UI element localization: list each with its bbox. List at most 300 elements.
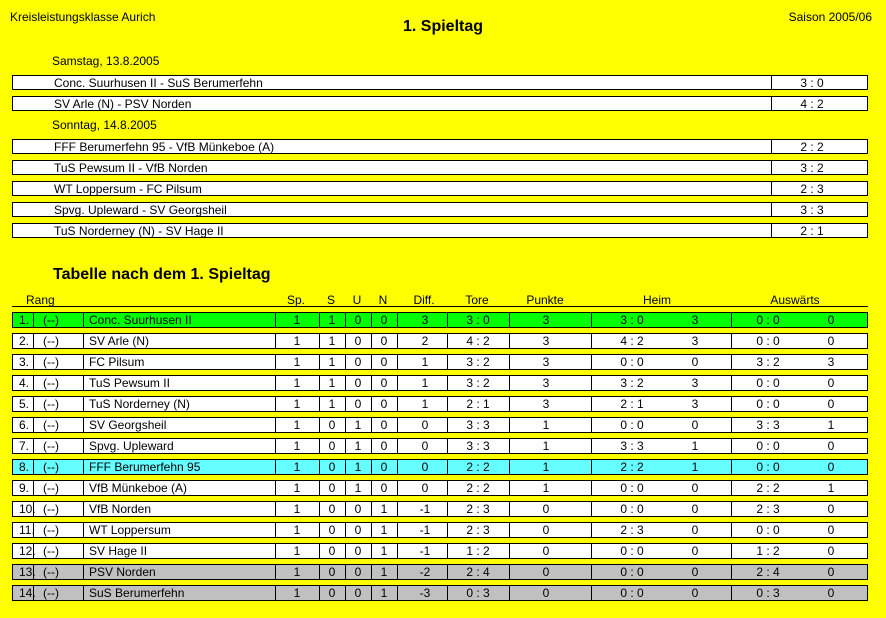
- col-n: N: [378, 293, 388, 307]
- heim-tore-cell: 0 : 0: [620, 355, 644, 369]
- cell-divider: [509, 313, 510, 327]
- heim-tore-cell: 4 : 2: [620, 334, 644, 348]
- cell-divider: [275, 439, 276, 453]
- col-diff: Diff.: [413, 293, 435, 307]
- cell-divider: [591, 481, 592, 495]
- ausw-pkt-cell: 1: [827, 418, 835, 432]
- cell-divider: [345, 544, 346, 558]
- heim-pkt-cell: 0: [691, 586, 699, 600]
- heim-pkt-cell: 3: [691, 397, 699, 411]
- heim-tore-cell: 0 : 0: [620, 481, 644, 495]
- cell-divider: [371, 523, 372, 537]
- heim-pkt-cell: 1: [691, 439, 699, 453]
- cell-divider: [83, 523, 84, 537]
- s-cell: 0: [328, 439, 336, 453]
- tore-cell: 3 : 3: [466, 418, 490, 432]
- ausw-pkt-cell: 0: [827, 313, 835, 327]
- punkte-cell: 3: [542, 397, 550, 411]
- cell-divider: [509, 397, 510, 411]
- cell-divider: [447, 334, 448, 348]
- match-row: [12, 75, 868, 90]
- match-pairing: WT Loppersum - FC Pilsum: [54, 182, 202, 196]
- match-result: 3 : 2: [800, 161, 824, 175]
- cell-divider: [345, 397, 346, 411]
- ausw-tore-cell: 3 : 2: [756, 355, 780, 369]
- cell-divider: [591, 355, 592, 369]
- cell-divider: [345, 439, 346, 453]
- ausw-tore-cell: 0 : 0: [756, 523, 780, 537]
- sp-cell: 1: [293, 565, 301, 579]
- match-pairing: FFF Berumerfehn 95 - VfB Münkeboe (A): [54, 140, 275, 154]
- cell-divider: [345, 586, 346, 600]
- rank-cell: 12.: [19, 544, 36, 558]
- team-cell: VfB Norden: [89, 502, 152, 516]
- cell-divider: [397, 439, 398, 453]
- table-row: [12, 417, 868, 433]
- heim-pkt-cell: 0: [691, 481, 699, 495]
- match-row: [12, 96, 868, 111]
- cell-divider: [371, 586, 372, 600]
- cell-divider: [447, 397, 448, 411]
- cell-divider: [319, 481, 320, 495]
- s-cell: 1: [328, 313, 336, 327]
- u-cell: 0: [354, 355, 362, 369]
- cell-divider: [319, 397, 320, 411]
- tore-cell: 3 : 2: [466, 355, 490, 369]
- ausw-pkt-cell: 0: [827, 586, 835, 600]
- n-cell: 0: [380, 481, 388, 495]
- ausw-tore-cell: 0 : 0: [756, 439, 780, 453]
- trend-cell: (--): [43, 586, 59, 600]
- cell-divider: [83, 376, 84, 390]
- table-row: [12, 333, 868, 349]
- cell-divider: [731, 355, 732, 369]
- ausw-pkt-cell: 0: [827, 544, 835, 558]
- n-cell: 1: [380, 544, 388, 558]
- cell-divider: [83, 355, 84, 369]
- table-row: [12, 375, 868, 391]
- match-pairing: Spvg. Upleward - SV Georgsheil: [54, 203, 227, 217]
- sp-cell: 1: [293, 439, 301, 453]
- sp-cell: 1: [293, 397, 301, 411]
- diff-cell: -1: [419, 523, 431, 537]
- ausw-pkt-cell: 0: [827, 565, 835, 579]
- cell-divider: [591, 460, 592, 474]
- cell-divider: [319, 544, 320, 558]
- cell-divider: [371, 544, 372, 558]
- cell-divider: [591, 376, 592, 390]
- cell-divider: [731, 502, 732, 516]
- s-cell: 1: [328, 376, 336, 390]
- cell-divider: [509, 460, 510, 474]
- col-u: U: [352, 293, 362, 307]
- punkte-cell: 0: [542, 523, 550, 537]
- team-cell: TuS Pewsum II: [89, 376, 170, 390]
- s-cell: 0: [328, 481, 336, 495]
- heim-pkt-cell: 0: [691, 565, 699, 579]
- cell-divider: [319, 502, 320, 516]
- cell-divider: [509, 439, 510, 453]
- cell-divider: [83, 565, 84, 579]
- team-cell: SV Georgsheil: [89, 418, 167, 432]
- s-cell: 0: [328, 502, 336, 516]
- match-result: 2 : 3: [800, 182, 824, 196]
- tore-cell: 2 : 2: [466, 481, 490, 495]
- heim-tore-cell: 0 : 0: [620, 502, 644, 516]
- cell-divider: [275, 355, 276, 369]
- heim-tore-cell: 0 : 0: [620, 418, 644, 432]
- heim-pkt-cell: 3: [691, 376, 699, 390]
- cell-divider: [397, 586, 398, 600]
- punkte-cell: 1: [542, 460, 550, 474]
- cell-divider: [591, 418, 592, 432]
- ausw-pkt-cell: 0: [827, 502, 835, 516]
- heim-tore-cell: 2 : 2: [620, 460, 644, 474]
- s-cell: 0: [328, 565, 336, 579]
- u-cell: 0: [354, 523, 362, 537]
- cell-divider: [397, 523, 398, 537]
- cell-divider: [397, 355, 398, 369]
- divider: [771, 76, 772, 89]
- trend-cell: (--): [43, 397, 59, 411]
- cell-divider: [371, 313, 372, 327]
- cell-divider: [83, 502, 84, 516]
- sp-cell: 1: [293, 502, 301, 516]
- n-cell: 1: [380, 565, 388, 579]
- cell-divider: [591, 334, 592, 348]
- match-day-date-1: Samstag, 13.8.2005: [52, 54, 160, 68]
- team-cell: TuS Norderney (N): [89, 397, 190, 411]
- match-day-date-2: Sonntag, 14.8.2005: [52, 118, 157, 132]
- team-cell: VfB Münkeboe (A): [89, 481, 188, 495]
- cell-divider: [345, 481, 346, 495]
- n-cell: 0: [380, 334, 388, 348]
- ausw-pkt-cell: 0: [827, 397, 835, 411]
- match-row: [12, 139, 868, 154]
- divider: [771, 161, 772, 174]
- table-row: [12, 312, 868, 328]
- rank-cell: 5.: [19, 397, 30, 411]
- cell-divider: [319, 586, 320, 600]
- cell-divider: [397, 460, 398, 474]
- rank-cell: 10.: [19, 502, 36, 516]
- cell-divider: [447, 376, 448, 390]
- u-cell: 0: [354, 313, 362, 327]
- ausw-pkt-cell: 0: [827, 334, 835, 348]
- n-cell: 0: [380, 418, 388, 432]
- cell-divider: [731, 481, 732, 495]
- match-row: [12, 181, 868, 196]
- cell-divider: [83, 481, 84, 495]
- cell-divider: [731, 334, 732, 348]
- cell-divider: [509, 355, 510, 369]
- cell-divider: [275, 544, 276, 558]
- match-result: 4 : 2: [800, 97, 824, 111]
- heim-tore-cell: 3 : 0: [620, 313, 644, 327]
- cell-divider: [731, 439, 732, 453]
- sp-cell: 1: [293, 523, 301, 537]
- col-punkte: Punkte: [526, 293, 564, 307]
- match-row: [12, 202, 868, 217]
- heim-pkt-cell: 0: [691, 544, 699, 558]
- u-cell: 0: [354, 334, 362, 348]
- cell-divider: [447, 355, 448, 369]
- cell-divider: [83, 397, 84, 411]
- cell-divider: [447, 565, 448, 579]
- s-cell: 1: [328, 334, 336, 348]
- heim-tore-cell: 2 : 1: [620, 397, 644, 411]
- ausw-tore-cell: 2 : 3: [756, 502, 780, 516]
- rank-cell: 6.: [19, 418, 30, 432]
- ausw-tore-cell: 0 : 0: [756, 397, 780, 411]
- cell-divider: [509, 376, 510, 390]
- heim-pkt-cell: 0: [691, 502, 699, 516]
- match-pairing: SV Arle (N) - PSV Norden: [54, 97, 192, 111]
- cell-divider: [447, 502, 448, 516]
- punkte-cell: 3: [542, 376, 550, 390]
- heim-pkt-cell: 0: [691, 523, 699, 537]
- tore-cell: 2 : 4: [466, 565, 490, 579]
- cell-divider: [275, 502, 276, 516]
- cell-divider: [319, 460, 320, 474]
- s-cell: 1: [328, 397, 336, 411]
- s-cell: 1: [328, 355, 336, 369]
- trend-cell: (--): [43, 313, 59, 327]
- punkte-cell: 0: [542, 502, 550, 516]
- cell-divider: [447, 523, 448, 537]
- ausw-tore-cell: 3 : 3: [756, 418, 780, 432]
- cell-divider: [397, 481, 398, 495]
- tore-cell: 2 : 2: [466, 460, 490, 474]
- cell-divider: [345, 313, 346, 327]
- diff-cell: 3: [421, 313, 429, 327]
- team-cell: SuS Berumerfehn: [89, 586, 185, 600]
- team-cell: FFF Berumerfehn 95: [89, 460, 201, 474]
- cell-divider: [509, 334, 510, 348]
- cell-divider: [83, 544, 84, 558]
- s-cell: 0: [328, 523, 336, 537]
- cell-divider: [371, 565, 372, 579]
- cell-divider: [591, 502, 592, 516]
- team-cell: Spvg. Upleward: [89, 439, 174, 453]
- team-cell: Conc. Suurhusen II: [89, 313, 192, 327]
- s-cell: 0: [328, 418, 336, 432]
- rank-cell: 7.: [19, 439, 30, 453]
- n-cell: 0: [380, 313, 388, 327]
- sp-cell: 1: [293, 544, 301, 558]
- page-title: 1. Spieltag: [402, 18, 484, 35]
- table-row: [12, 501, 868, 517]
- n-cell: 1: [380, 502, 388, 516]
- cell-divider: [397, 313, 398, 327]
- cell-divider: [509, 502, 510, 516]
- trend-cell: (--): [43, 481, 59, 495]
- sp-cell: 1: [293, 334, 301, 348]
- league-name: Kreisleistungsklasse Aurich: [10, 10, 156, 24]
- ausw-tore-cell: 0 : 0: [756, 334, 780, 348]
- tore-cell: 2 : 3: [466, 523, 490, 537]
- cell-divider: [83, 460, 84, 474]
- team-cell: SV Hage II: [89, 544, 148, 558]
- cell-divider: [319, 523, 320, 537]
- tore-cell: 3 : 0: [466, 313, 490, 327]
- cell-divider: [731, 313, 732, 327]
- cell-divider: [345, 334, 346, 348]
- s-cell: 0: [328, 460, 336, 474]
- col-tore: Tore: [465, 293, 489, 307]
- heim-tore-cell: 0 : 0: [620, 586, 644, 600]
- cell-divider: [731, 418, 732, 432]
- u-cell: 0: [354, 565, 362, 579]
- heim-tore-cell: 0 : 0: [620, 544, 644, 558]
- table-row: [12, 564, 868, 580]
- match-pairing: TuS Pewsum II - VfB Norden: [54, 161, 208, 175]
- trend-cell: (--): [43, 334, 59, 348]
- cell-divider: [319, 418, 320, 432]
- table-row: [12, 354, 868, 370]
- trend-cell: (--): [43, 355, 59, 369]
- cell-divider: [371, 502, 372, 516]
- u-cell: 1: [354, 439, 362, 453]
- heim-pkt-cell: 3: [691, 313, 699, 327]
- tore-cell: 0 : 3: [466, 586, 490, 600]
- header-rule: [12, 306, 868, 307]
- s-cell: 0: [328, 544, 336, 558]
- cell-divider: [509, 544, 510, 558]
- heim-tore-cell: 3 : 3: [620, 439, 644, 453]
- cell-divider: [275, 460, 276, 474]
- cell-divider: [591, 565, 592, 579]
- cell-divider: [275, 397, 276, 411]
- cell-divider: [447, 481, 448, 495]
- cell-divider: [447, 418, 448, 432]
- cell-divider: [319, 565, 320, 579]
- rank-cell: 1.: [19, 313, 30, 327]
- u-cell: 0: [354, 544, 362, 558]
- cell-divider: [275, 481, 276, 495]
- diff-cell: 1: [421, 397, 429, 411]
- divider: [771, 140, 772, 153]
- cell-divider: [319, 355, 320, 369]
- punkte-cell: 0: [542, 586, 550, 600]
- cell-divider: [345, 376, 346, 390]
- diff-cell: 0: [421, 481, 429, 495]
- table-row: [12, 585, 868, 601]
- ausw-tore-cell: 1 : 2: [756, 544, 780, 558]
- punkte-cell: 3: [542, 334, 550, 348]
- tore-cell: 3 : 3: [466, 439, 490, 453]
- cell-divider: [591, 397, 592, 411]
- cell-divider: [397, 502, 398, 516]
- cell-divider: [319, 313, 320, 327]
- cell-divider: [731, 544, 732, 558]
- cell-divider: [447, 439, 448, 453]
- cell-divider: [397, 418, 398, 432]
- n-cell: 0: [380, 460, 388, 474]
- cell-divider: [371, 334, 372, 348]
- divider: [771, 97, 772, 110]
- trend-cell: (--): [43, 376, 59, 390]
- cell-divider: [275, 586, 276, 600]
- punkte-cell: 1: [542, 439, 550, 453]
- rank-cell: 13.: [19, 565, 36, 579]
- punkte-cell: 3: [542, 355, 550, 369]
- col-auswaerts: Auswärts: [770, 293, 820, 307]
- heim-tore-cell: 2 : 3: [620, 523, 644, 537]
- diff-cell: -1: [419, 544, 431, 558]
- table-row: [12, 480, 868, 496]
- trend-cell: (--): [43, 565, 59, 579]
- cell-divider: [397, 334, 398, 348]
- punkte-cell: 1: [542, 418, 550, 432]
- ausw-tore-cell: 0 : 0: [756, 313, 780, 327]
- punkte-cell: 0: [542, 565, 550, 579]
- cell-divider: [509, 481, 510, 495]
- ausw-pkt-cell: 0: [827, 460, 835, 474]
- heim-pkt-cell: 1: [691, 460, 699, 474]
- cell-divider: [371, 355, 372, 369]
- rank-cell: 11.: [19, 523, 35, 537]
- cell-divider: [509, 418, 510, 432]
- match-result: 2 : 1: [800, 224, 824, 238]
- cell-divider: [345, 418, 346, 432]
- match-result: 3 : 0: [800, 76, 824, 90]
- col-rang: Rang: [26, 293, 55, 307]
- ausw-pkt-cell: 1: [827, 481, 835, 495]
- n-cell: 1: [380, 523, 388, 537]
- table-row: [12, 543, 868, 559]
- diff-cell: 0: [421, 418, 429, 432]
- match-result: 3 : 3: [800, 203, 824, 217]
- ausw-pkt-cell: 3: [827, 355, 835, 369]
- n-cell: 0: [380, 376, 388, 390]
- heim-pkt-cell: 0: [691, 418, 699, 432]
- n-cell: 0: [380, 439, 388, 453]
- tore-cell: 1 : 2: [466, 544, 490, 558]
- rank-cell: 14.: [19, 586, 36, 600]
- team-cell: FC Pilsum: [89, 355, 145, 369]
- cell-divider: [345, 460, 346, 474]
- ausw-tore-cell: 0 : 3: [756, 586, 780, 600]
- trend-cell: (--): [43, 460, 59, 474]
- match-pairing: TuS Norderney (N) - SV Hage II: [54, 224, 224, 238]
- rank-cell: 3.: [19, 355, 30, 369]
- sp-cell: 1: [293, 418, 301, 432]
- n-cell: 1: [380, 586, 388, 600]
- cell-divider: [731, 586, 732, 600]
- diff-cell: 2: [421, 334, 429, 348]
- table-row: [12, 522, 868, 538]
- trend-cell: (--): [43, 439, 59, 453]
- ausw-pkt-cell: 0: [827, 439, 835, 453]
- cell-divider: [345, 355, 346, 369]
- sp-cell: 1: [293, 355, 301, 369]
- u-cell: 0: [354, 502, 362, 516]
- cell-divider: [345, 565, 346, 579]
- rank-cell: 4.: [19, 376, 30, 390]
- table-header: [12, 292, 868, 308]
- sp-cell: 1: [293, 376, 301, 390]
- cell-divider: [397, 397, 398, 411]
- cell-divider: [731, 565, 732, 579]
- diff-cell: -1: [419, 502, 431, 516]
- divider: [771, 203, 772, 216]
- cell-divider: [397, 565, 398, 579]
- team-cell: SV Arle (N): [89, 334, 150, 348]
- cell-divider: [83, 313, 84, 327]
- table-title: Tabelle nach dem 1. Spieltag: [53, 266, 271, 283]
- cell-divider: [447, 544, 448, 558]
